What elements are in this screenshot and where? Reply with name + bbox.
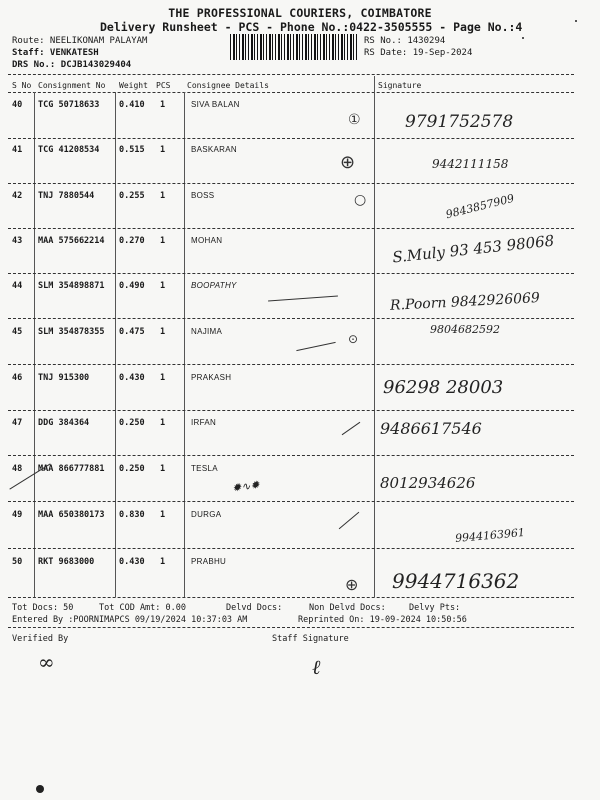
row-rule <box>8 548 574 549</box>
row-consignment: TNJ 915300 <box>38 373 90 383</box>
row-rule <box>8 364 574 365</box>
col-divider <box>115 92 116 597</box>
row-sno: 49 <box>12 510 23 520</box>
row-weight: 0.250 <box>119 418 145 428</box>
col-divider <box>34 92 35 597</box>
row-consignee: MOHAN <box>191 236 223 245</box>
staff-label: Staff: VENKATESH <box>12 48 99 58</box>
row-signature: S.Muly 93 453 98068 <box>391 231 556 267</box>
scan-speck <box>522 37 524 39</box>
col-consignee: Consignee Details <box>187 81 269 90</box>
row-signature: 9791752578 <box>405 112 514 132</box>
rs-number: RS No.: 1430294 <box>364 36 446 46</box>
row-pcs: 1 <box>160 191 166 201</box>
row-pcs: 1 <box>160 464 166 474</box>
row-pcs: 1 <box>160 510 166 520</box>
row-signature: R.Poorn 9842926069 <box>389 290 541 314</box>
row-rule <box>8 318 574 319</box>
rs-date: RS Date: 19-Sep-2024 <box>364 48 473 58</box>
row-sno: 50 <box>12 557 23 567</box>
company-title: THE PROFESSIONAL COURIERS, COIMBATORE <box>168 6 432 20</box>
circle-mark-icon: ○ <box>354 192 367 208</box>
row-consignee: PRAKASH <box>191 373 232 382</box>
row-pcs: 1 <box>160 281 166 291</box>
row-signature: 8012934626 <box>380 474 476 492</box>
staff-signature-mark-icon: ℓ <box>312 655 321 679</box>
row-pcs: 1 <box>160 100 166 110</box>
row-consignment: RKT 9683000 <box>38 557 95 567</box>
circle-mark-icon: ⊕ <box>340 152 356 173</box>
footer-rule <box>8 627 574 628</box>
row-sno: 46 <box>12 373 23 383</box>
row-rule <box>8 455 574 456</box>
row-consignee: PRABHU <box>191 557 227 566</box>
row-pcs: 1 <box>160 236 166 246</box>
circle-mark-icon: ⊙ <box>348 332 359 346</box>
barcode <box>230 34 358 60</box>
staff-signature-label: Staff Signature <box>272 634 349 644</box>
row-weight: 0.430 <box>119 557 145 567</box>
header-bottom-rule <box>8 92 574 93</box>
row-rule <box>8 273 574 274</box>
row-signature: 9843857909 <box>444 191 516 222</box>
row-consignment: MAA 650380173 <box>38 510 105 520</box>
row-weight: 0.255 <box>119 191 145 201</box>
row-consignee: BASKARAN <box>191 145 237 154</box>
col-divider <box>374 76 375 597</box>
scan-speck <box>575 20 577 22</box>
row-pcs: 1 <box>160 145 166 155</box>
row-pcs: 1 <box>160 557 166 567</box>
row-consignment: SLM 354898871 <box>38 281 105 291</box>
col-signature: Signature <box>378 81 422 90</box>
drs-value: DCJB143029404 <box>60 60 132 70</box>
row-rule <box>8 228 574 229</box>
scan-speck <box>36 785 44 793</box>
row-sno: 47 <box>12 418 23 428</box>
row-consignment: SLM 354878355 <box>38 327 105 337</box>
circle-mark-icon: ① <box>348 112 361 128</box>
col-consignment: Consignment No <box>38 81 106 90</box>
drs-number <box>12 59 131 71</box>
row-weight: 0.410 <box>119 100 145 110</box>
verifier-signature-icon: ∞ <box>38 650 55 674</box>
row-pcs: 1 <box>160 373 166 383</box>
row-signature: 9442111158 <box>432 157 509 171</box>
row-sno: 40 <box>12 100 23 110</box>
col-divider <box>184 92 185 597</box>
row-rule <box>8 410 574 411</box>
row-weight: 0.515 <box>119 145 145 155</box>
row-rule <box>8 501 574 502</box>
circle-mark-icon: ⊕ <box>345 575 359 594</box>
row-consignment: TCG 41208534 <box>38 145 100 155</box>
row-rule <box>8 183 574 184</box>
row-consignment: MAA 866777881 <box>38 464 105 474</box>
non-delivered-docs: Non Delvd Docs: <box>309 603 386 613</box>
verified-by-label: Verified By <box>12 634 69 644</box>
row-weight: 0.270 <box>119 236 145 246</box>
total-docs: Tot Docs: 50 <box>12 603 74 613</box>
table-top-rule <box>8 74 574 75</box>
row-signature: 9486617546 <box>380 419 482 438</box>
row-consignment: TNJ 7880544 <box>38 191 95 201</box>
col-weight: Weight <box>119 81 148 90</box>
row-consignee: BOSS <box>191 191 215 200</box>
row-pcs: 1 <box>160 418 166 428</box>
runsheet-title: Delivery Runsheet - PCS - Phone No.:0422-3505555 - Page No.:4 <box>100 20 523 34</box>
row-signature: 96298 28003 <box>383 377 504 398</box>
reprinted-on: Reprinted On: 19-09-2024 10:50:56 <box>298 615 467 625</box>
row-consignee: DURGA <box>191 510 222 519</box>
pen-stroke <box>296 342 335 351</box>
pen-stroke <box>342 422 361 435</box>
route-label: Route: NEELIKONAM PALAYAM <box>12 36 148 46</box>
total-cod: Tot COD Amt: 0.00 <box>99 603 186 613</box>
row-sno: 44 <box>12 281 23 291</box>
table-bottom-rule <box>8 597 574 598</box>
row-pcs: 1 <box>160 327 166 337</box>
row-consignment: TCG 50718633 <box>38 100 100 110</box>
delivered-docs: Delvd Docs: <box>226 603 283 613</box>
row-consignee: IRFAN <box>191 418 217 427</box>
col-pcs: PCS <box>156 81 171 90</box>
row-sno: 45 <box>12 327 23 337</box>
delivery-points: Delvy Pts: <box>409 603 461 613</box>
row-sno: 42 <box>12 191 23 201</box>
row-consignee: TESLA <box>191 464 218 473</box>
pen-stroke <box>268 296 338 302</box>
row-signature: 9944163961 <box>454 525 526 546</box>
pen-stroke <box>339 512 360 529</box>
drs-label: DRS No.: <box>12 60 56 70</box>
entered-by: Entered By :POORNIMAPCS 09/19/2024 10:37:03 AM <box>12 615 248 625</box>
row-sno: 43 <box>12 236 23 246</box>
row-rule <box>8 138 574 139</box>
row-consignee: NAJIMA <box>191 327 223 336</box>
row-weight: 0.250 <box>119 464 145 474</box>
col-sno: S No <box>12 81 32 90</box>
row-consignee: SIVA BALAN <box>191 100 240 109</box>
row-consignee: BOOPATHY <box>191 281 237 290</box>
row-sno: 41 <box>12 145 23 155</box>
row-weight: 0.830 <box>119 510 145 520</box>
row-sno: 48 <box>12 464 23 474</box>
signature-scribble-icon: ✹∿✹ <box>231 478 261 495</box>
row-signature: 9944716362 <box>392 569 520 593</box>
row-signature: 9804682592 <box>430 323 500 336</box>
row-consignment: DDG 384364 <box>38 418 90 428</box>
row-weight: 0.475 <box>119 327 145 337</box>
row-weight: 0.430 <box>119 373 145 383</box>
row-weight: 0.490 <box>119 281 145 291</box>
row-consignment: MAA 575662214 <box>38 236 105 246</box>
